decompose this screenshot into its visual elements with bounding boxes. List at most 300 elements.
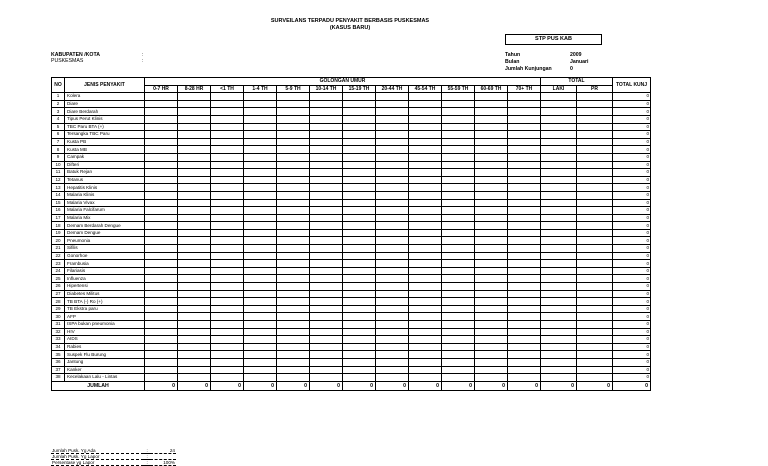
row-cell[interactable] — [145, 321, 178, 329]
row-cell[interactable] — [409, 290, 442, 298]
row-cell[interactable] — [277, 161, 310, 169]
row-cell[interactable] — [310, 252, 343, 260]
row-cell[interactable] — [277, 305, 310, 313]
row-cell[interactable] — [577, 123, 613, 131]
row-cell[interactable] — [409, 93, 442, 101]
row-cell[interactable] — [343, 305, 376, 313]
row-cell[interactable] — [541, 328, 577, 336]
row-cell[interactable] — [310, 176, 343, 184]
row-cell[interactable] — [541, 229, 577, 237]
row-cell[interactable] — [409, 229, 442, 237]
row-cell[interactable] — [277, 184, 310, 192]
row-cell[interactable] — [244, 184, 277, 192]
row-cell[interactable] — [277, 214, 310, 222]
row-cell[interactable] — [178, 328, 211, 336]
row-cell[interactable] — [277, 222, 310, 230]
row-cell[interactable] — [508, 199, 541, 207]
row-cell[interactable] — [409, 214, 442, 222]
row-cell[interactable] — [310, 169, 343, 177]
row-cell[interactable] — [409, 191, 442, 199]
row-cell[interactable] — [277, 100, 310, 108]
row-cell[interactable] — [277, 374, 310, 382]
row-cell[interactable] — [145, 336, 178, 344]
row-cell[interactable] — [376, 328, 409, 336]
row-cell[interactable] — [541, 123, 577, 131]
row-cell[interactable] — [277, 366, 310, 374]
row-cell[interactable] — [442, 184, 475, 192]
row-cell[interactable] — [475, 138, 508, 146]
row-cell[interactable] — [277, 146, 310, 154]
row-cell[interactable] — [343, 229, 376, 237]
row-cell[interactable] — [178, 252, 211, 260]
row-cell[interactable] — [577, 275, 613, 283]
row-cell[interactable] — [211, 252, 244, 260]
row-cell[interactable] — [178, 351, 211, 359]
row-cell[interactable] — [475, 305, 508, 313]
row-cell[interactable] — [211, 336, 244, 344]
row-cell[interactable] — [442, 374, 475, 382]
row-cell[interactable] — [145, 260, 178, 268]
row-cell[interactable] — [244, 321, 277, 329]
row-cell[interactable] — [475, 184, 508, 192]
row-cell[interactable] — [277, 275, 310, 283]
row-cell[interactable] — [442, 207, 475, 215]
row-cell[interactable] — [541, 260, 577, 268]
row-cell[interactable] — [541, 115, 577, 123]
row-cell[interactable] — [343, 108, 376, 116]
row-cell[interactable] — [541, 207, 577, 215]
row-cell[interactable] — [577, 138, 613, 146]
row-cell[interactable] — [343, 267, 376, 275]
row-cell[interactable] — [442, 237, 475, 245]
row-cell[interactable] — [310, 358, 343, 366]
row-cell[interactable] — [577, 252, 613, 260]
row-cell[interactable] — [577, 237, 613, 245]
row-cell[interactable] — [541, 321, 577, 329]
row-cell[interactable] — [310, 343, 343, 351]
row-cell[interactable] — [145, 252, 178, 260]
row-cell[interactable] — [508, 169, 541, 177]
row-cell[interactable] — [277, 123, 310, 131]
row-cell[interactable] — [409, 358, 442, 366]
row-cell[interactable] — [310, 93, 343, 101]
row-cell[interactable] — [442, 176, 475, 184]
row-cell[interactable] — [145, 153, 178, 161]
row-cell[interactable] — [211, 260, 244, 268]
row-cell[interactable] — [211, 199, 244, 207]
row-cell[interactable] — [376, 366, 409, 374]
row-cell[interactable] — [409, 161, 442, 169]
row-cell[interactable] — [409, 283, 442, 291]
row-cell[interactable] — [475, 313, 508, 321]
row-cell[interactable] — [475, 366, 508, 374]
row-cell[interactable] — [244, 138, 277, 146]
row-cell[interactable] — [376, 138, 409, 146]
row-cell[interactable] — [277, 290, 310, 298]
row-cell[interactable] — [145, 374, 178, 382]
row-cell[interactable] — [310, 336, 343, 344]
row-cell[interactable] — [343, 351, 376, 359]
row-cell[interactable] — [145, 214, 178, 222]
row-cell[interactable] — [409, 207, 442, 215]
row-cell[interactable] — [310, 298, 343, 306]
row-cell[interactable] — [244, 146, 277, 154]
row-cell[interactable] — [310, 366, 343, 374]
row-cell[interactable] — [178, 305, 211, 313]
row-cell[interactable] — [508, 283, 541, 291]
row-cell[interactable] — [310, 115, 343, 123]
row-cell[interactable] — [475, 336, 508, 344]
row-cell[interactable] — [577, 336, 613, 344]
row-cell[interactable] — [244, 260, 277, 268]
row-cell[interactable] — [541, 138, 577, 146]
row-cell[interactable] — [541, 245, 577, 253]
row-cell[interactable] — [211, 115, 244, 123]
row-cell[interactable] — [475, 252, 508, 260]
row-cell[interactable] — [178, 100, 211, 108]
row-cell[interactable] — [409, 100, 442, 108]
row-cell[interactable] — [475, 229, 508, 237]
row-cell[interactable] — [244, 93, 277, 101]
row-cell[interactable] — [508, 93, 541, 101]
row-cell[interactable] — [475, 146, 508, 154]
row-cell[interactable] — [244, 131, 277, 139]
row-cell[interactable] — [409, 176, 442, 184]
row-cell[interactable] — [508, 313, 541, 321]
row-cell[interactable] — [541, 184, 577, 192]
row-cell[interactable] — [277, 176, 310, 184]
row-cell[interactable] — [508, 161, 541, 169]
row-cell[interactable] — [541, 131, 577, 139]
row-cell[interactable] — [244, 374, 277, 382]
row-cell[interactable] — [409, 313, 442, 321]
row-cell[interactable] — [541, 214, 577, 222]
row-cell[interactable] — [310, 260, 343, 268]
row-cell[interactable] — [577, 222, 613, 230]
row-cell[interactable] — [211, 161, 244, 169]
row-cell[interactable] — [145, 199, 178, 207]
row-cell[interactable] — [277, 108, 310, 116]
row-cell[interactable] — [442, 267, 475, 275]
row-cell[interactable] — [145, 161, 178, 169]
row-cell[interactable] — [541, 267, 577, 275]
row-cell[interactable] — [577, 298, 613, 306]
row-cell[interactable] — [211, 222, 244, 230]
row-cell[interactable] — [277, 207, 310, 215]
row-cell[interactable] — [577, 108, 613, 116]
row-cell[interactable] — [343, 321, 376, 329]
row-cell[interactable] — [244, 176, 277, 184]
row-cell[interactable] — [541, 161, 577, 169]
row-cell[interactable] — [178, 358, 211, 366]
row-cell[interactable] — [211, 191, 244, 199]
row-cell[interactable] — [178, 374, 211, 382]
row-cell[interactable] — [211, 290, 244, 298]
row-cell[interactable] — [277, 245, 310, 253]
row-cell[interactable] — [277, 358, 310, 366]
row-cell[interactable] — [178, 275, 211, 283]
row-cell[interactable] — [409, 138, 442, 146]
row-cell[interactable] — [178, 237, 211, 245]
row-cell[interactable] — [310, 328, 343, 336]
row-cell[interactable] — [541, 343, 577, 351]
row-cell[interactable] — [508, 153, 541, 161]
row-cell[interactable] — [475, 207, 508, 215]
row-cell[interactable] — [577, 93, 613, 101]
row-cell[interactable] — [145, 283, 178, 291]
row-cell[interactable] — [343, 366, 376, 374]
row-cell[interactable] — [508, 252, 541, 260]
row-cell[interactable] — [178, 115, 211, 123]
row-cell[interactable] — [343, 199, 376, 207]
row-cell[interactable] — [343, 131, 376, 139]
row-cell[interactable] — [475, 161, 508, 169]
row-cell[interactable] — [475, 214, 508, 222]
row-cell[interactable] — [145, 207, 178, 215]
row-cell[interactable] — [409, 321, 442, 329]
row-cell[interactable] — [211, 229, 244, 237]
row-cell[interactable] — [409, 252, 442, 260]
row-cell[interactable] — [343, 115, 376, 123]
row-cell[interactable] — [211, 131, 244, 139]
row-cell[interactable] — [508, 237, 541, 245]
row-cell[interactable] — [508, 343, 541, 351]
row-cell[interactable] — [376, 358, 409, 366]
row-cell[interactable] — [442, 229, 475, 237]
row-cell[interactable] — [343, 245, 376, 253]
row-cell[interactable] — [376, 222, 409, 230]
row-cell[interactable] — [376, 115, 409, 123]
row-cell[interactable] — [376, 176, 409, 184]
row-cell[interactable] — [343, 153, 376, 161]
row-cell[interactable] — [475, 100, 508, 108]
row-cell[interactable] — [211, 146, 244, 154]
row-cell[interactable] — [442, 275, 475, 283]
row-cell[interactable] — [475, 222, 508, 230]
row-cell[interactable] — [508, 138, 541, 146]
row-cell[interactable] — [244, 343, 277, 351]
row-cell[interactable] — [409, 336, 442, 344]
row-cell[interactable] — [409, 343, 442, 351]
row-cell[interactable] — [376, 123, 409, 131]
row-cell[interactable] — [508, 245, 541, 253]
row-cell[interactable] — [508, 108, 541, 116]
row-cell[interactable] — [343, 146, 376, 154]
row-cell[interactable] — [277, 93, 310, 101]
row-cell[interactable] — [508, 358, 541, 366]
row-cell[interactable] — [244, 328, 277, 336]
row-cell[interactable] — [211, 138, 244, 146]
row-cell[interactable] — [541, 298, 577, 306]
row-cell[interactable] — [277, 169, 310, 177]
row-cell[interactable] — [145, 222, 178, 230]
row-cell[interactable] — [145, 290, 178, 298]
row-cell[interactable] — [577, 290, 613, 298]
row-cell[interactable] — [475, 245, 508, 253]
row-cell[interactable] — [343, 260, 376, 268]
row-cell[interactable] — [343, 252, 376, 260]
row-cell[interactable] — [508, 100, 541, 108]
row-cell[interactable] — [310, 153, 343, 161]
row-cell[interactable] — [475, 343, 508, 351]
row-cell[interactable] — [145, 184, 178, 192]
row-cell[interactable] — [244, 214, 277, 222]
row-cell[interactable] — [145, 328, 178, 336]
row-cell[interactable] — [508, 191, 541, 199]
row-cell[interactable] — [442, 146, 475, 154]
row-cell[interactable] — [145, 351, 178, 359]
row-cell[interactable] — [211, 245, 244, 253]
row-cell[interactable] — [211, 93, 244, 101]
row-cell[interactable] — [442, 298, 475, 306]
row-cell[interactable] — [475, 199, 508, 207]
row-cell[interactable] — [178, 267, 211, 275]
row-cell[interactable] — [442, 161, 475, 169]
row-cell[interactable] — [376, 191, 409, 199]
row-cell[interactable] — [508, 184, 541, 192]
row-cell[interactable] — [376, 305, 409, 313]
row-cell[interactable] — [442, 351, 475, 359]
row-cell[interactable] — [244, 237, 277, 245]
row-cell[interactable] — [145, 131, 178, 139]
row-cell[interactable] — [475, 298, 508, 306]
row-cell[interactable] — [310, 191, 343, 199]
row-cell[interactable] — [178, 343, 211, 351]
row-cell[interactable] — [577, 176, 613, 184]
row-cell[interactable] — [442, 191, 475, 199]
row-cell[interactable] — [577, 229, 613, 237]
row-cell[interactable] — [376, 298, 409, 306]
row-cell[interactable] — [178, 161, 211, 169]
row-cell[interactable] — [541, 222, 577, 230]
row-cell[interactable] — [376, 229, 409, 237]
row-cell[interactable] — [310, 305, 343, 313]
row-cell[interactable] — [178, 199, 211, 207]
row-cell[interactable] — [145, 275, 178, 283]
row-cell[interactable] — [178, 336, 211, 344]
row-cell[interactable] — [145, 298, 178, 306]
row-cell[interactable] — [376, 275, 409, 283]
row-cell[interactable] — [376, 351, 409, 359]
row-cell[interactable] — [541, 374, 577, 382]
row-cell[interactable] — [442, 290, 475, 298]
row-cell[interactable] — [442, 321, 475, 329]
row-cell[interactable] — [343, 283, 376, 291]
row-cell[interactable] — [211, 351, 244, 359]
row-cell[interactable] — [244, 245, 277, 253]
row-cell[interactable] — [310, 123, 343, 131]
row-cell[interactable] — [310, 138, 343, 146]
row-cell[interactable] — [508, 336, 541, 344]
row-cell[interactable] — [211, 214, 244, 222]
row-cell[interactable] — [310, 229, 343, 237]
row-cell[interactable] — [541, 275, 577, 283]
row-cell[interactable] — [442, 153, 475, 161]
row-cell[interactable] — [178, 283, 211, 291]
row-cell[interactable] — [244, 366, 277, 374]
row-cell[interactable] — [376, 184, 409, 192]
row-cell[interactable] — [178, 138, 211, 146]
row-cell[interactable] — [211, 153, 244, 161]
row-cell[interactable] — [343, 100, 376, 108]
row-cell[interactable] — [376, 199, 409, 207]
row-cell[interactable] — [145, 138, 178, 146]
row-cell[interactable] — [475, 176, 508, 184]
row-cell[interactable] — [310, 245, 343, 253]
row-cell[interactable] — [343, 298, 376, 306]
row-cell[interactable] — [277, 298, 310, 306]
row-cell[interactable] — [442, 336, 475, 344]
row-cell[interactable] — [178, 313, 211, 321]
row-cell[interactable] — [541, 358, 577, 366]
row-cell[interactable] — [178, 214, 211, 222]
row-cell[interactable] — [541, 191, 577, 199]
row-cell[interactable] — [178, 191, 211, 199]
row-cell[interactable] — [577, 328, 613, 336]
row-cell[interactable] — [244, 222, 277, 230]
row-cell[interactable] — [577, 184, 613, 192]
row-cell[interactable] — [376, 260, 409, 268]
row-cell[interactable] — [310, 283, 343, 291]
row-cell[interactable] — [541, 305, 577, 313]
row-cell[interactable] — [442, 222, 475, 230]
row-cell[interactable] — [145, 115, 178, 123]
row-cell[interactable] — [508, 366, 541, 374]
row-cell[interactable] — [343, 237, 376, 245]
row-cell[interactable] — [343, 290, 376, 298]
row-cell[interactable] — [475, 358, 508, 366]
row-cell[interactable] — [145, 93, 178, 101]
row-cell[interactable] — [310, 108, 343, 116]
row-cell[interactable] — [376, 374, 409, 382]
row-cell[interactable] — [376, 169, 409, 177]
row-cell[interactable] — [541, 169, 577, 177]
row-cell[interactable] — [442, 93, 475, 101]
row-cell[interactable] — [178, 108, 211, 116]
row-cell[interactable] — [178, 207, 211, 215]
row-cell[interactable] — [178, 290, 211, 298]
row-cell[interactable] — [577, 191, 613, 199]
row-cell[interactable] — [442, 214, 475, 222]
row-cell[interactable] — [409, 351, 442, 359]
row-cell[interactable] — [577, 358, 613, 366]
row-cell[interactable] — [409, 108, 442, 116]
row-cell[interactable] — [277, 237, 310, 245]
row-cell[interactable] — [475, 351, 508, 359]
row-cell[interactable] — [211, 321, 244, 329]
row-cell[interactable] — [178, 298, 211, 306]
row-cell[interactable] — [442, 123, 475, 131]
row-cell[interactable] — [475, 237, 508, 245]
row-cell[interactable] — [145, 305, 178, 313]
row-cell[interactable] — [577, 199, 613, 207]
row-cell[interactable] — [508, 207, 541, 215]
row-cell[interactable] — [442, 108, 475, 116]
row-cell[interactable] — [343, 336, 376, 344]
row-cell[interactable] — [376, 290, 409, 298]
row-cell[interactable] — [442, 305, 475, 313]
row-cell[interactable] — [409, 153, 442, 161]
row-cell[interactable] — [244, 283, 277, 291]
row-cell[interactable] — [409, 267, 442, 275]
row-cell[interactable] — [376, 93, 409, 101]
row-cell[interactable] — [577, 366, 613, 374]
row-cell[interactable] — [442, 252, 475, 260]
row-cell[interactable] — [475, 260, 508, 268]
row-cell[interactable] — [244, 305, 277, 313]
row-cell[interactable] — [244, 199, 277, 207]
row-cell[interactable] — [244, 267, 277, 275]
